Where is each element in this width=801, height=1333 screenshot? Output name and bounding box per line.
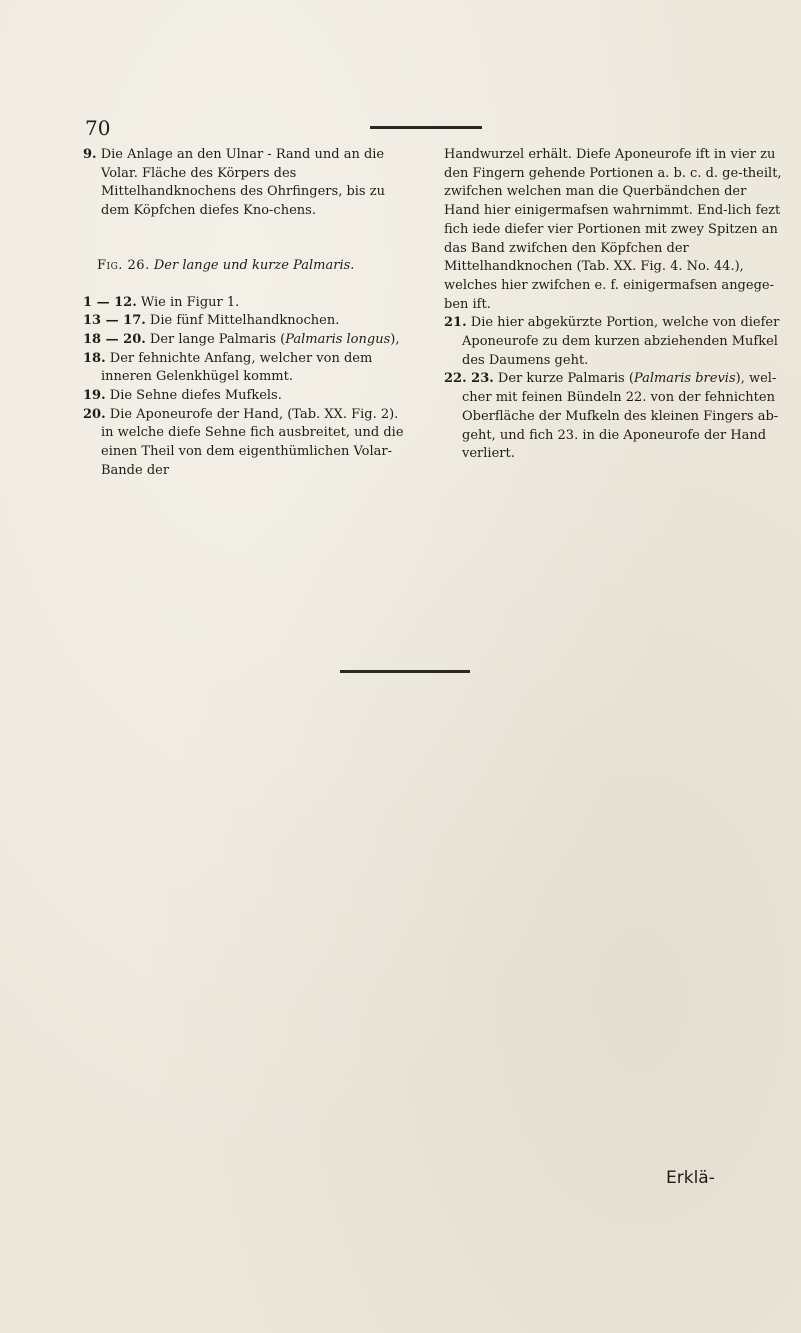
entry-number: 18 — 20. <box>83 331 146 347</box>
entry-number: 1 — 12. <box>83 294 137 310</box>
figure-caption <box>83 257 413 276</box>
entry-text: Handwurzel erhält. Diefe Aponeurofe ift in vier zu den Fingern gehende Portionen a. b. c. d. ge-theilt, zwifchen welchen man die Querbändchen der Hand hier einigermafsen wahrnimmt. End-lich fezt fich iede diefer vier Portionen mit zwey Spitzen an das Band zwifchen den Köpfchen der Mittelhandknochen (Tab. XX. Fig. 4. No. 44.), welches hier zwifchen e. f. einigermafsen angege-ben ift. <box>444 147 782 312</box>
entry-20-continuation <box>444 146 782 314</box>
entry-text: Die Anlage an den Ulnar - Rand und an die Volar. Fläche des Körpers des Mittelhandknochens des Ohrfingers, bis zu dem Köpfchen diefes Kno-chens. <box>100 147 385 219</box>
figure-label: Fig. 26. <box>97 257 150 273</box>
entry-text-after: ), <box>390 331 400 347</box>
left-column <box>83 146 413 481</box>
entry-18-20 <box>83 331 413 350</box>
entry-number: 9. <box>83 147 97 162</box>
entry-text: Die hier abgekürzte Portion, welche von diefer Aponeurofe zu dem kurzen abziehenden Mufkel des Daumens geht. <box>462 315 780 368</box>
entry-22-23 <box>444 370 782 464</box>
section-rule <box>340 670 470 673</box>
entry-1-12 <box>83 294 413 313</box>
entry-latin-name: Palmaris longus <box>285 331 391 347</box>
figure-title: Der lange und kurze Palmaris. <box>153 257 355 273</box>
entry-text-after: ), wel-cher mit feinen Bündeln 22. von der fehnichten Oberfläche der Mufkeln des kleinen Fingers ab-geht, und fich 23. in die Aponeurofe der Hand verliert. <box>462 371 779 462</box>
entry-text: Die fünf Mittelhandknochen. <box>149 313 340 329</box>
entry-number: 13 — 17. <box>83 313 146 329</box>
entry-number: 19. <box>83 388 106 404</box>
entry-latin-name: Palmaris brevis <box>633 371 736 387</box>
entry-20 <box>83 406 413 481</box>
right-column <box>444 146 782 464</box>
entry-text: Die Aponeurofe der Hand, (Tab. XX. Fig. 2). in welche diefe Sehne fich ausbreitet, und die einen Theil von dem eigenthümlichen Volar-Bande der <box>101 406 404 478</box>
catchword: Erklä- <box>666 1168 715 1188</box>
entry-21 <box>444 314 782 370</box>
entry-text: Wie in Figur 1. <box>140 294 240 310</box>
entry-number: 20. <box>83 406 106 422</box>
entry-text: Die Sehne diefes Mufkels. <box>109 388 282 404</box>
entry-number: 21. <box>444 315 467 331</box>
entry-text: Der fehnichte Anfang, welcher von dem inneren Gelenkhügel kommt. <box>101 350 373 385</box>
entry-9 <box>83 146 413 221</box>
entry-text-before: Der kurze Palmaris ( <box>497 371 634 387</box>
entry-13-17 <box>83 312 413 331</box>
entry-number: 18. <box>83 350 106 366</box>
page-number: 70 <box>85 116 111 140</box>
entry-text-before: Der lange Palmaris ( <box>149 331 286 347</box>
header-rule <box>370 126 482 129</box>
entry-number: 22. 23. <box>444 371 494 387</box>
entry-18 <box>83 350 413 387</box>
entry-19 <box>83 387 413 406</box>
